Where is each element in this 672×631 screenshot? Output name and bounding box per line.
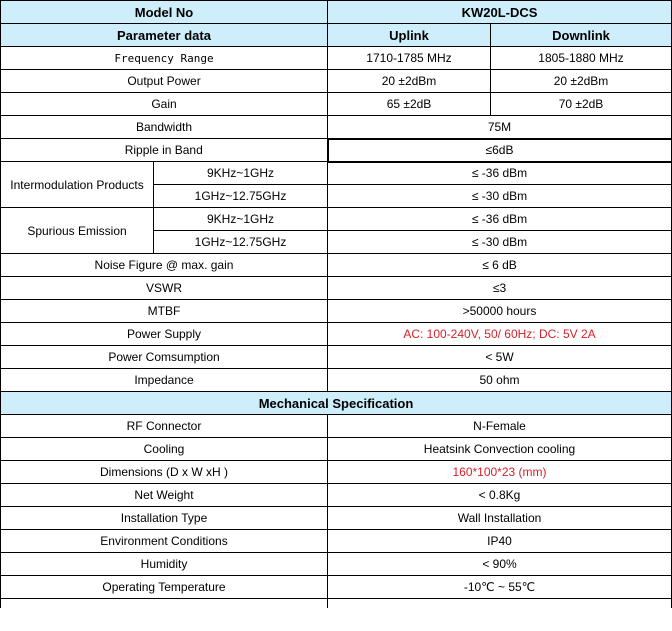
dimensions-value: 160*100*23 (mm): [328, 461, 672, 484]
param-label: Parameter data: [1, 24, 328, 47]
intermod-value-2: ≤ -30 dBm: [328, 185, 672, 208]
mechanical-header-row: [1, 392, 672, 415]
gain-downlink: 70 ±2dB: [491, 93, 672, 116]
environment-label: Environment Conditions: [1, 530, 328, 553]
installation-label: Installation Type: [1, 507, 328, 530]
intermod-value-1: ≤ -36 dBm: [328, 162, 672, 185]
table-row: [1, 162, 672, 185]
table-row: [1, 254, 672, 277]
cut-cell-left: [1, 599, 328, 608]
spurious-value-2: ≤ -30 dBm: [328, 231, 672, 254]
table-row: [1, 576, 672, 599]
gain-uplink: 65 ±2dB: [328, 93, 491, 116]
output-power-downlink: 20 ±2dBm: [491, 70, 672, 93]
table-row: [1, 530, 672, 553]
frequency-label: Frequency Range: [1, 47, 328, 70]
dimensions-label: Dimensions (D x W xH ): [1, 461, 328, 484]
mtbf-value: >50000 hours: [328, 300, 672, 323]
intermod-range-2: 1GHz~12.75GHz: [154, 185, 328, 208]
table-row: [1, 415, 672, 438]
net-weight-label: Net Weight: [1, 484, 328, 507]
table-row: [1, 484, 672, 507]
installation-value: Wall Installation: [328, 507, 672, 530]
vswr-label: VSWR: [1, 277, 328, 300]
uplink-header: Uplink: [328, 24, 491, 47]
cooling-label: Cooling: [1, 438, 328, 461]
cooling-value: Heatsink Convection cooling: [328, 438, 672, 461]
intermod-range-1: 9KHz~1GHz: [154, 162, 328, 185]
noise-figure-value: ≤ 6 dB: [328, 254, 672, 277]
param-header-row: [1, 24, 672, 47]
noise-figure-label: Noise Figure @ max. gain: [1, 254, 328, 277]
table-row: [1, 369, 672, 392]
humidity-label: Humidity: [1, 553, 328, 576]
frequency-downlink: 1805-1880 MHz: [491, 47, 672, 70]
table-row: [1, 507, 672, 530]
rf-connector-label: RF Connector: [1, 415, 328, 438]
ripple-label: Ripple in Band: [1, 139, 328, 162]
spurious-range-2: 1GHz~12.75GHz: [154, 231, 328, 254]
net-weight-value: < 0.8Kg: [328, 484, 672, 507]
cut-cell-right: [328, 599, 672, 608]
power-consumption-value: < 5W: [328, 346, 672, 369]
mtbf-label: MTBF: [1, 300, 328, 323]
impedance-label: Impedance: [1, 369, 328, 392]
impedance-value: 50 ohm: [328, 369, 672, 392]
rf-connector-value: N-Female: [328, 415, 672, 438]
output-power-uplink: 20 ±2dBm: [328, 70, 491, 93]
power-supply-label: Power Supply: [1, 323, 328, 346]
table-row: [1, 346, 672, 369]
bandwidth-value: 75M: [328, 116, 672, 139]
output-power-label: Output Power: [1, 70, 328, 93]
table-row: [1, 553, 672, 576]
table-row: [1, 139, 672, 162]
table-row: [1, 461, 672, 484]
spurious-label: Spurious Emission: [1, 208, 154, 254]
vswr-value: ≤3: [328, 277, 672, 300]
table-row: [1, 300, 672, 323]
mechanical-title: Mechanical Specification: [1, 392, 672, 415]
operating-temp-value: -10℃ ~ 55℃: [328, 576, 672, 599]
power-consumption-label: Power Comsumption: [1, 346, 328, 369]
intermod-label: Intermodulation Products: [1, 162, 154, 208]
table-row: [1, 93, 672, 116]
table-row: [1, 208, 672, 231]
model-row: [1, 1, 672, 24]
bandwidth-label: Bandwidth: [1, 116, 328, 139]
ripple-value: ≤6dB: [328, 139, 672, 162]
table-row: [1, 277, 672, 300]
table-row: [1, 323, 672, 346]
table-row: [1, 116, 672, 139]
model-value: KW20L-DCS: [328, 1, 672, 24]
table-row: [1, 70, 672, 93]
humidity-value: < 90%: [328, 553, 672, 576]
spurious-value-1: ≤ -36 dBm: [328, 208, 672, 231]
environment-value: IP40: [328, 530, 672, 553]
downlink-header: Downlink: [491, 24, 672, 47]
table-row: [1, 438, 672, 461]
power-supply-value: AC: 100-240V, 50/ 60Hz; DC: 5V 2A: [328, 323, 672, 346]
table-row: [1, 599, 672, 608]
operating-temp-label: Operating Temperature: [1, 576, 328, 599]
frequency-uplink: 1710-1785 MHz: [328, 47, 491, 70]
table-row: [1, 47, 672, 70]
gain-label: Gain: [1, 93, 328, 116]
model-label: Model No: [1, 1, 328, 24]
spurious-range-1: 9KHz~1GHz: [154, 208, 328, 231]
